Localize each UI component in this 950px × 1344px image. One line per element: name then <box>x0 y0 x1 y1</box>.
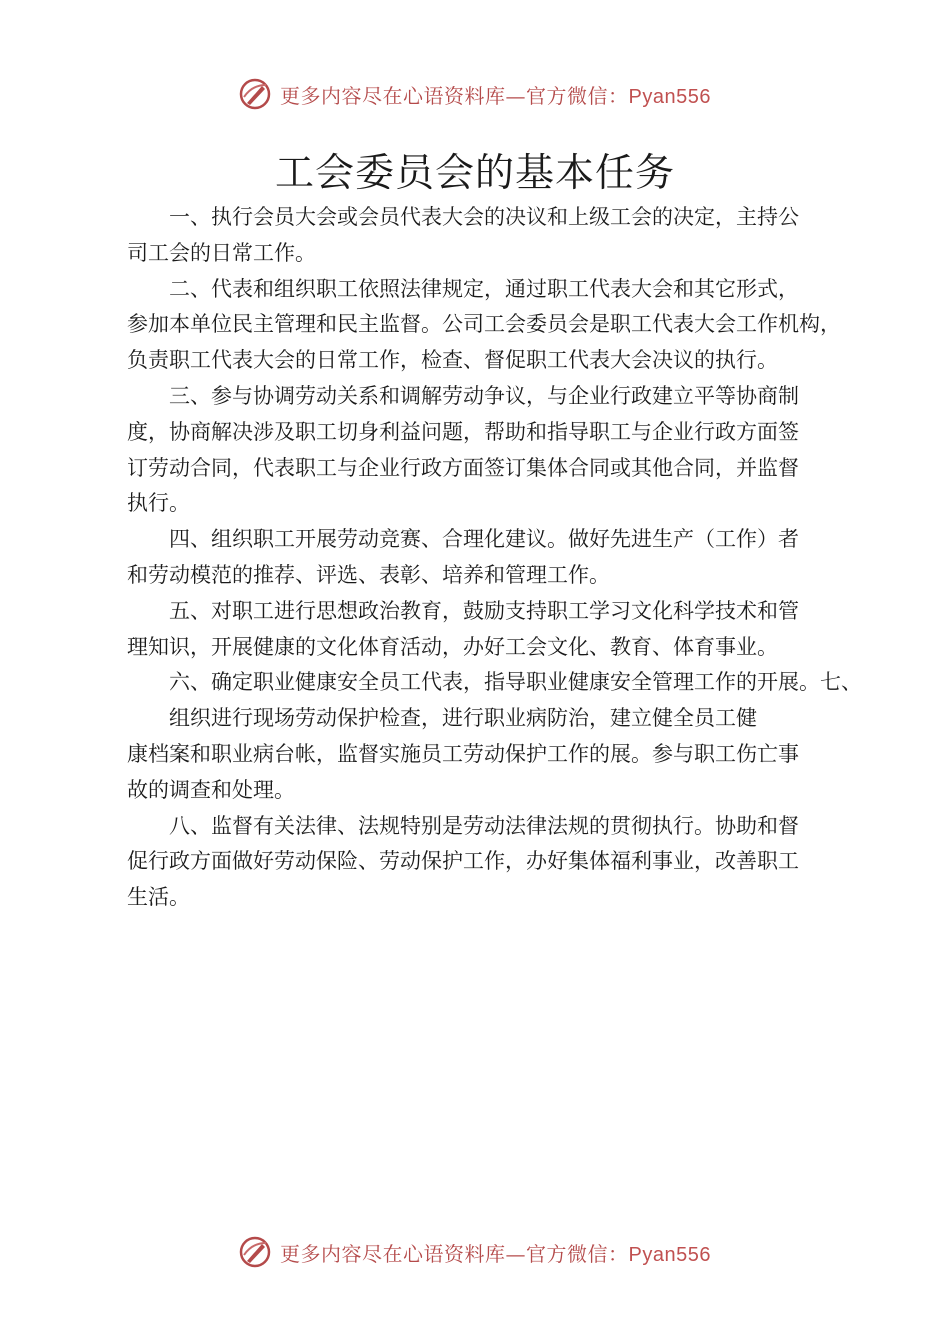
paragraph-3-line-1: 三、参与协调劳动关系和调解劳动争议，与企业行政建立平等协商制 <box>169 383 799 408</box>
banner-main-text: 更多内容尽在心语资料库 <box>280 83 506 108</box>
banner-main-text: 更多内容尽在心语资料库 <box>280 1241 506 1266</box>
pen-logo-icon <box>238 77 272 111</box>
paragraph-1-line-1: 一、执行会员大会或会员代表大会的决议和上级工会的决定，主持公 <box>169 205 799 229</box>
paragraph-8-line-2: 促行政方面做好劳动保险、劳动保护工作，办好集体福利事业，改善职工 <box>127 849 799 874</box>
paragraph-4-line-1: 四、组织职工开展劳动竞赛、合理化建议。做好先进生产（工作）者 <box>169 527 799 552</box>
paragraph-3-line-2: 度，协商解决涉及职工切身利益问题，帮助和指导职工与企业行政方面签 <box>127 419 799 444</box>
document-body <box>127 200 867 916</box>
banner-separator: — <box>505 1241 526 1266</box>
header-banner <box>238 74 711 114</box>
pen-logo-icon <box>238 1235 272 1269</box>
paragraph-2-line-1: 二、代表和组织职工依照法律规定，通过职工代表大会和其它形式， <box>169 276 799 301</box>
paragraph-6-line-2: 组织进行现场劳动保护检查，进行职业病防治，建立健全员工健 <box>169 706 757 731</box>
banner-text <box>280 80 711 109</box>
banner-wechat-id: Pyan556 <box>628 85 711 108</box>
document-title: 工会委员会的基本任务 <box>274 151 675 196</box>
banner-wechat-label: 官方微信： <box>526 1241 629 1266</box>
paragraph-2-line-2: 参加本单位民主管理和民主监督。公司工会委员会是职工代表大会工作机构， <box>127 312 841 337</box>
paragraph-5-line-2: 理知识，开展健康的文化体育活动，办好工会文化、教育、体育事业。 <box>127 634 778 659</box>
paragraph-6-line-3: 康档案和职业病台帐，监督实施员工劳动保护工作的展。参与职工伤亡事 <box>127 741 799 766</box>
paragraph-2-line-3: 负责职工代表大会的日常工作，检查、督促职工代表大会决议的执行。 <box>127 348 778 373</box>
paragraph-8-line-1: 八、监督有关法律、法规特别是劳动法律法规的贯彻执行。协助和督 <box>169 813 799 838</box>
paragraph-4-line-2: 和劳动模范的推荐、评选、表彰、培养和管理工作。 <box>127 562 610 587</box>
paragraph-8-line-3: 生活。 <box>127 885 190 910</box>
paragraph-6-line-1: 六、确定职业健康安全员工代表，指导职业健康安全管理工作的开展。七、 <box>169 670 862 695</box>
paragraph-3-line-3: 订劳动合同，代表职工与企业行政方面签订集体合同或其他合同，并监督 <box>127 455 799 480</box>
banner-wechat-label: 官方微信： <box>526 83 629 108</box>
paragraph-5-line-1: 五、对职工进行思想政治教育，鼓励支持职工学习文化科学技术和管 <box>169 598 799 623</box>
paragraph-1-line-2: 司工会的日常工作。 <box>127 240 316 265</box>
paragraph-6-line-4: 故的调查和处理。 <box>127 777 295 802</box>
paragraph-3-line-4: 执行。 <box>127 491 190 516</box>
banner-separator: — <box>505 83 526 108</box>
footer-banner <box>238 1232 711 1272</box>
banner-wechat-id: Pyan556 <box>628 1243 711 1266</box>
banner-text <box>280 1238 711 1267</box>
